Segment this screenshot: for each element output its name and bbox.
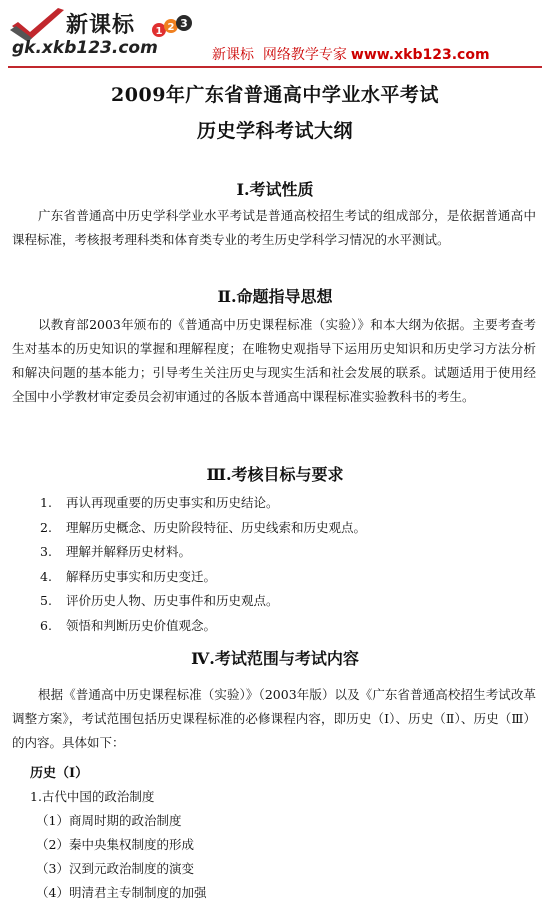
document-title: 2009年广东省普通高中学业水平考试: [111, 84, 439, 106]
tagline-url-link[interactable]: www.xkb123.com: [350, 47, 490, 63]
section-4-heading: Ⅳ.考试范围与考试内容: [191, 649, 359, 668]
course-heading: 历史（Ⅰ）: [30, 766, 89, 781]
site-tagline: [212, 44, 490, 64]
brand-name[interactable]: 新课标: [66, 13, 136, 38]
section-2-heading: Ⅱ.命题指导思想: [217, 287, 333, 306]
tagline-text: 新课标 网络教学专家: [212, 47, 347, 63]
topic-item: （2）秦中央集权制度的形成: [36, 837, 194, 852]
document-subtitle: 历史学科考试大纲: [196, 120, 353, 142]
brand-123-logo: [152, 14, 192, 40]
svg-text:3: 3: [180, 17, 188, 30]
item-text: 评价历史人物、历史事件和历史观点。: [66, 593, 279, 609]
unit-heading: 1.古代中国的政治制度: [30, 789, 155, 804]
section-2-paragraph: 以教育部2003年颁布的《普通高中历史课程标准（实验）》和本大纲为依据。主要考查考生对基本的历史知识的掌握和理解程度；在唯物史观指导下运用历史知识和历史学习方法分析和解决问题的基本能力；引导考生关注历史与现实生活和社会发展的联系。试题适用于使用经全国中小学教材审定委员会初审通过的各版本普通高中课程标准实验教科书的考生。: [12, 317, 536, 404]
section-1-paragraph: 广东省普通高中历史学科学业水平考试是普通高校招生考试的组成部分，是依据普通高中课程标准，考核报考理科类和体育类专业的考生历史学科学习情况的水平测试。: [12, 208, 536, 247]
item-number: 6.: [40, 617, 52, 633]
item-text: 领悟和判断历史价值观念。: [66, 617, 217, 633]
topic-item: （4）明清君主专制制度的加强: [36, 885, 207, 900]
item-number: 2.: [40, 519, 52, 535]
item-text: 理解并解释历史材料。: [66, 544, 192, 560]
list-item: [40, 565, 520, 590]
item-number: 4.: [40, 568, 52, 584]
topic-item: （3）汉到元政治制度的演变: [36, 861, 194, 876]
list-item: [40, 589, 520, 614]
topic-item: （1）商周时期的政治制度: [36, 813, 182, 828]
section-1-heading: Ⅰ.考试性质: [236, 180, 314, 199]
svg-text:1: 1: [155, 26, 163, 37]
item-number: 1.: [40, 495, 52, 510]
header-divider: [8, 66, 542, 68]
brand-url[interactable]: gk.xkb123.com: [12, 38, 158, 58]
section-3-heading: Ⅲ.考核目标与要求: [206, 465, 344, 484]
item-text: 再认再现重要的历史事实和历史结论。: [66, 495, 279, 510]
item-text: 理解历史概念、历史阶段特征、历史线索和历史观点。: [66, 519, 367, 535]
item-text: 解释历史事实和历史变迁。: [66, 568, 217, 584]
list-item: [40, 491, 520, 516]
site-header: [0, 0, 550, 66]
objectives-list: [40, 491, 520, 639]
list-item: [40, 540, 520, 565]
item-number: 5.: [40, 593, 52, 609]
list-item: [40, 516, 520, 541]
list-item: [40, 614, 520, 639]
section-4-paragraph: 根据《普通高中历史课程标准（实验）》（2003年版）以及《广东省普通高校招生考试改革调整方案》，考试范围包括历史课程标准的必修课程内容，即历史（Ⅰ）、历史（Ⅱ）、历史（Ⅲ）的内容。具体如下：: [12, 687, 536, 750]
item-number: 3.: [40, 544, 52, 560]
svg-text:2: 2: [167, 22, 175, 33]
